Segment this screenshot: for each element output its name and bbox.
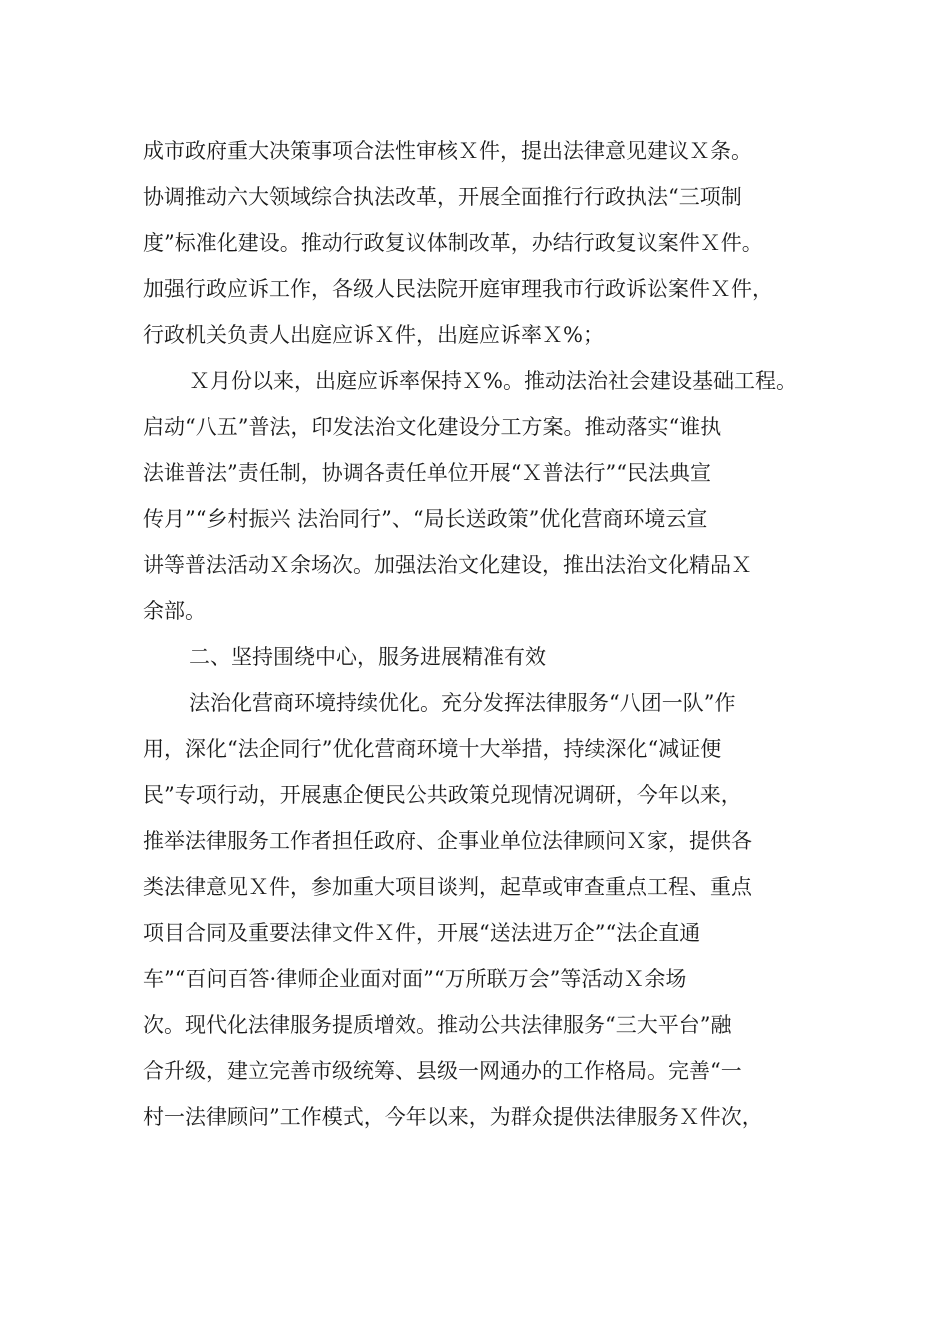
text-line: 用，深化“法企同行”优化营商环境十大举措，持续深化“减证便: [143, 737, 722, 761]
text-line: 传月”“乡村振兴 法治同行”、“局长送政策”优化营商环境云宣: [143, 507, 708, 531]
text-line: 行政机关负责人出庭应诉Ｘ件，出庭应诉率Ｘ%；: [143, 323, 604, 347]
text-line: 次。现代化法律服务提质增效。推动公共法律服务“三大平台”融: [143, 1013, 732, 1037]
section-heading: 二、坚持围绕中心，服务进展精准有效: [189, 645, 546, 669]
text-line: 协调推动六大领域综合执法改革，开展全面推行行政执法“三项制: [143, 185, 742, 209]
text-line: 车”“百问百答·律师企业面对面”“万所联万会”等活动Ｘ余场: [143, 967, 687, 991]
document-body: [143, 128, 833, 1140]
text-line: 讲等普法活动Ｘ余场次。加强法治文化建设，推出法治文化精品Ｘ: [143, 553, 752, 577]
text-line: 民”专项行动，开展惠企便民公共政策兑现情况调研，今年以来，: [143, 783, 742, 807]
text-line: 类法律意见Ｘ件，参加重大项目谈判，起草或审查重点工程、重点: [143, 875, 752, 899]
text-line: 启动“八五”普法，印发法治文化建设分工方案。推动落实“谁执: [143, 415, 722, 439]
paragraph-first-line: 法治化营商环境持续优化。充分发挥法律服务“八团一队”作: [189, 691, 736, 715]
text-line: 村一法律顾问”工作模式，今年以来，为群众提供法律服务Ｘ件次，: [143, 1105, 763, 1129]
text-line: 余部。: [143, 599, 206, 623]
text-line: 合升级，建立完善市级统筹、县级一网通办的工作格局。完善“一: [143, 1059, 742, 1083]
paragraph-first-line: Ｘ月份以来，出庭应诉率保持Ｘ%。推动法治社会建设基础工程。: [189, 369, 797, 393]
text-line: 法谁普法”责任制，协调各责任单位开展“Ｘ普法行”“民法典宣: [143, 461, 711, 485]
text-line: 推举法律服务工作者担任政府、企事业单位法律顾问Ｘ家，提供各: [143, 829, 752, 853]
text-line: 项目合同及重要法律文件Ｘ件，开展“送法进万企”“法企直通: [143, 921, 701, 945]
text-line: 度”标准化建设。推动行政复议体制改革，办结行政复议案件Ｘ件。: [143, 231, 763, 255]
text-line: 成市政府重大决策事项合法性审核Ｘ件，提出法律意见建议Ｘ条。: [143, 139, 752, 163]
text-line: 加强行政应诉工作，各级人民法院开庭审理我市行政诉讼案件Ｘ件，: [143, 277, 773, 301]
